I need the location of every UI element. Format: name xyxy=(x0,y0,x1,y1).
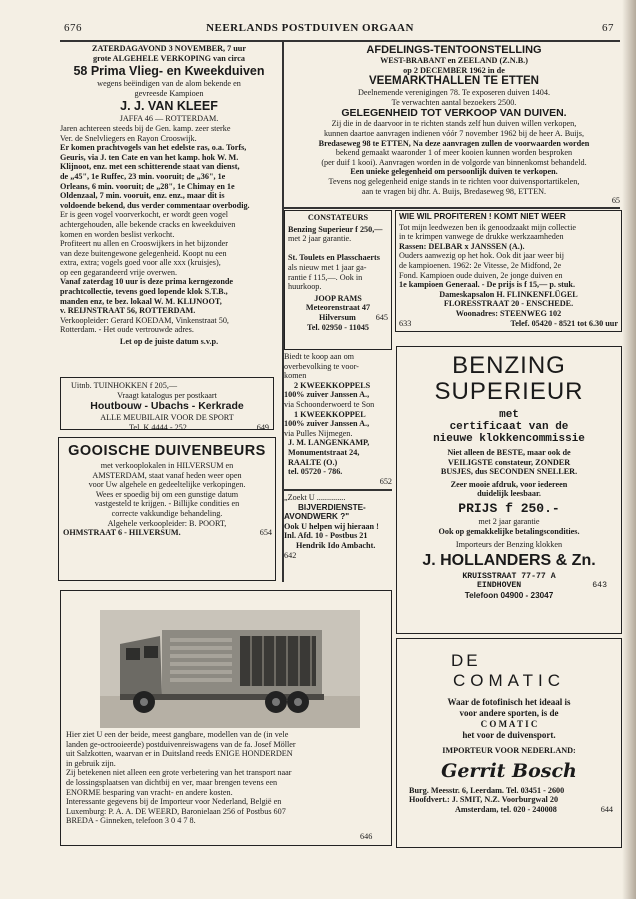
rule-afdelings-bottom xyxy=(282,207,620,209)
kweek-body-line: Monumentstraat 24, xyxy=(288,447,360,457)
kweek-body-line: via Schoonderwoerd te Son xyxy=(284,399,375,409)
benzing-brand2: SUPERIEUR xyxy=(434,378,584,405)
comatic-line5: IMPORTEUR VOOR NEDERLAND: xyxy=(442,746,576,755)
truck-body-line: Zij betekenen niet alleen een grote verbetering van het transport naar xyxy=(66,768,292,778)
truck-body xyxy=(66,730,386,826)
kleef-sub1: wegens beëindigen van de alom bekende en xyxy=(97,79,241,89)
houtbouw-ad xyxy=(60,377,274,430)
truck-body-line: de lossingsplaatsen van dichtbij en ver, maar brengen tevens een xyxy=(66,777,278,787)
houtbouw-num: 649 xyxy=(256,422,269,432)
bijv-title1: BIJVERDIENSTE- xyxy=(298,502,366,512)
afdelings-stats: Deelnemende verenigingen 78. Te exposeren duiven 1404. xyxy=(357,88,551,98)
constateurs-title: CONSTATEURS xyxy=(307,213,369,222)
gooische-address: OHMSTRAAT 6 - HILVERSUM. xyxy=(63,528,181,538)
kleef-headline: 58 Prima Vlieg- en Kweekduiven xyxy=(73,64,265,79)
kweek-body-line: 100% zuiver Janssen A., xyxy=(284,419,370,429)
bijverdienste-ad xyxy=(284,493,392,560)
wie-body-line: in te krimpen vanwege de drukke werkzaamheden xyxy=(399,232,564,242)
constateurs-name: JOOP RAMS xyxy=(314,293,362,303)
kweek-body-line: via Pulles Nijmegen. xyxy=(284,428,353,438)
gooische-num: 654 xyxy=(259,528,272,538)
benzing-name: J. HOLLANDERS & Zn. xyxy=(422,551,596,569)
constateurs-body-line: huurkoop. xyxy=(288,282,322,292)
constateurs-body xyxy=(285,223,391,294)
benzing-street: KRUISSTRAAT 77-77 A xyxy=(462,571,556,581)
truck-body-line: Luxemburg: P. A. A. DE WEERD, Baronielaan 256 of Postbus 607 xyxy=(66,806,286,816)
kleef-address: JAFFA 46 — ROTTERDAM. xyxy=(119,114,219,124)
kweek-body-line: tel. 05720 - 786. xyxy=(288,467,343,477)
kleef-line1: ZATERDAGAVOND 3 NOVEMBER, 7 uur xyxy=(92,44,246,53)
gooische-body-line: voor Uw algehele en gedeeltelijke verkopingen. xyxy=(88,480,246,490)
kleef-body-line: Er komen prachtvogels van het edelste ras, o.a. Torfs, xyxy=(60,143,247,153)
benzing-line6: met 2 jaar garantie xyxy=(478,516,540,526)
gooische-body-line: met verkooplokalen in HILVERSUM en xyxy=(100,461,234,470)
kleef-body-line: Rotterdam. - Het oude vertrouwde adres. xyxy=(60,325,194,335)
benzing-line8: Importeurs der Benzing klokken xyxy=(455,540,563,550)
bijv-pre: „Zoekt U .............. xyxy=(284,493,346,502)
kleef-body-line: Verkoopleider: Gerard KOEDAM, Vinkenstraat 50, xyxy=(60,315,229,325)
afdelings-body-line: aan te vragen bij dhr. A. Buijs, Bredaseweg 98, ETTEN. xyxy=(361,186,547,196)
benzing-line5: duidelijk leesbaar. xyxy=(477,489,541,499)
comatic-addr3: Amsterdam, tel. 020 - 240008 xyxy=(455,804,557,814)
comatic-addr1: Burg. Meesstr. 6, Leerdam. Tel. 03451 - 2600 xyxy=(409,785,565,795)
houtbouw-line1: Uitnb. TUINHOKKEN f 205,— xyxy=(71,381,178,390)
benzing-tel: Telefoon 04900 - 23047 xyxy=(464,591,554,601)
header-rule xyxy=(60,40,620,42)
kleef-body-line: de „45", 1e Ruffec, 23 min. vooruit; de „36", 1e xyxy=(60,171,226,181)
wie-body-line: Rassen: DELBAR x JANSSEN (A.). xyxy=(399,241,525,251)
afdelings-body-line: Een unieke gelegenheid om persoonlijk duiven te verkopen. xyxy=(350,167,558,177)
kleef-body-line: op een gegarandeerd vrije overwen. xyxy=(60,267,178,277)
wie-num: 633 xyxy=(399,318,412,328)
gooische-title: GOOISCHE DUIVENBEURS xyxy=(68,443,266,459)
benzing-line7: Ook op gemakkelijke betalingscondities. xyxy=(438,526,580,536)
truck-body-line: ENORME besparing van vracht- en andere kosten. xyxy=(66,787,233,797)
benzing-price: PRIJS f 250.- xyxy=(458,500,560,516)
comatic-title1: DE xyxy=(451,651,481,670)
wie-body-line: Tot mijn leedwezen ben ik genoodzaakt mijn collectie xyxy=(399,222,576,232)
kleef-body-line: manden enz, te bez. lokaal W. M. KLIJNOOT, xyxy=(60,296,222,306)
gooische-body xyxy=(59,461,275,528)
constateurs-body-line: rantie f 115,—. Ook in xyxy=(288,272,363,282)
kweek-num: 652 xyxy=(379,476,392,486)
comatic-line1: Waar de fotofinisch het ideaal is xyxy=(447,697,571,707)
kleef-body xyxy=(60,124,278,335)
kweekkoppels-ad xyxy=(284,352,392,486)
benzing-met: met xyxy=(499,409,519,421)
afdelings-num: 65 xyxy=(611,196,620,206)
kleef-body-line: Ver. de Snelvliegers en Rayon Crooswijk. xyxy=(60,133,197,143)
kleef-body-line: prachtcollectie, tevens goed lopende klok S.T.B., xyxy=(60,287,228,297)
afdelings-date: op 2 DECEMBER 1962 in de xyxy=(403,65,505,75)
comatic-addr2: Hoofdvert.: J. SMIT, N.Z. Voorburgwal 20 xyxy=(409,795,559,805)
wie-body xyxy=(396,223,621,290)
page-header xyxy=(0,22,620,42)
benzing-brand1: BENZING xyxy=(452,352,566,379)
kleef-body-line: Vanaf zaterdag 10 uur is deze prima kerngezonde xyxy=(60,277,234,287)
kweek-body-line: komen xyxy=(284,371,307,381)
constateurs-street: Meteorenstraat 47 xyxy=(305,303,371,313)
gooische-body-line: Algehele verkoopleider: B. POORT, xyxy=(107,518,227,528)
wie-tel: Telef. 05420 - 8521 tot 6.30 uur xyxy=(510,318,618,328)
afdelings-subtitle: GELEGENHEID TOT VERKOOP VAN DUIVEN. xyxy=(341,107,567,120)
wie-body-line: Fond. Kampioen oude duiven, 2e jonge duiven en xyxy=(399,270,563,280)
comatic-brand: Gerrit Bosch xyxy=(441,759,577,782)
benzing-line2: VEILIGSTE constateur, ZONDER xyxy=(447,457,571,467)
kleef-body-line: Orleans, 6 min. vooruit; de „28", 1e Chimay en 1e xyxy=(60,181,235,191)
benzing-line4: Zeer mooie afdruk, voor iedereen xyxy=(450,479,568,489)
kleef-body-line: Jaren achtereen steeds bij de Gen. kamp. zeer sterke xyxy=(60,123,231,133)
kweek-body-line: overbevolking te voor- xyxy=(284,361,359,371)
comatic-title2: COMATIC xyxy=(452,671,566,690)
truck-photo xyxy=(100,610,360,728)
afdelings-body-line: bekend gemaakt waaronder 1 of meer kooien kunnen worden besproken xyxy=(335,148,573,158)
afdelings-stats2: Te verwachten aantal bezoekers 2500. xyxy=(391,97,517,107)
afdelings-body-line: Zij die in de daarvoor in te richten stands zelf hun duiven willen verkopen, xyxy=(331,119,577,129)
kweek-body-line: 1 KWEEKKOPPEL xyxy=(294,409,366,419)
wie-body-line: de kampioenen. 1962: 2e Vitesse, 2e Midfond, 2e xyxy=(399,260,562,270)
truck-body-line: Hier ziet U een der beide, meest gangbare, modellen van de (in vele xyxy=(66,730,289,739)
comatic-line3: C O M A T I C xyxy=(480,719,538,729)
constateurs-body-line: Benzing Superieur f 250,— xyxy=(288,224,383,234)
houtbouw-line3: ALLE MEUBILAIR VOOR DE SPORT xyxy=(100,413,234,423)
afdelings-title: AFDELINGS-TENTOONSTELLING xyxy=(366,44,542,56)
wie-ad xyxy=(395,210,622,332)
truck-num: 646 xyxy=(360,832,373,841)
kleef-body-line: v. REIJNSTRAAT 56, ROTTERDAM. xyxy=(60,306,196,316)
bijv-line3: Hendrik Ido Ambacht. xyxy=(296,540,376,550)
benzing-city: EINDHOVEN xyxy=(477,581,522,591)
kweek-body-line: 2 KWEEKKOPPELS xyxy=(294,380,371,390)
gooische-body-line: correcte vakkundige behandeling. xyxy=(111,508,223,518)
benzing-ad xyxy=(396,346,622,634)
truck-body-line: BREDA - Ginneken, telefoon 3 0 4 7 8. xyxy=(66,816,196,826)
gooische-ad xyxy=(58,437,276,581)
kleef-body-line: komen en worden beslist verkocht. xyxy=(60,229,175,239)
gooische-body-line: Wees er spoedig bij om een gunstige datum xyxy=(95,489,239,499)
kleef-body-line: Oldenzaal, 7 min. vooruit, enz. enz., maar dit is xyxy=(60,191,225,201)
wie-woon: Woonadres: STEENWEG 102 xyxy=(455,308,562,318)
houtbouw-brand: Houtbouw - Ubachs - Kerkrade xyxy=(90,400,244,413)
truck-body-line: in gebruik zijn. xyxy=(66,758,116,768)
benzing-line3: BUSJES, dus SECONDEN SNELLER. xyxy=(440,467,578,477)
wie-salon: Dameskapsalon H. FLINKENFLÜGEL xyxy=(439,289,578,299)
constateurs-tel: Tel. 02950 - 11045 xyxy=(306,322,370,332)
kleef-sub2: gevreesde Kampioen xyxy=(134,88,204,98)
page-number: 676 xyxy=(64,22,82,34)
afdelings-ad xyxy=(288,44,620,206)
kleef-ad xyxy=(60,44,278,347)
wie-title: WIE WIL PROFITEREN ! KOMT NIET WEER xyxy=(399,212,566,221)
bijv-line1: Ook U helpen wij hieraan ! xyxy=(284,521,379,531)
kleef-body-line: van deze buitengewone gelegenheid. Koopt nu een xyxy=(60,248,227,258)
benzing-line1: Niet alleen de BESTE, maar ook de xyxy=(447,448,571,457)
comatic-line2: voor andere sporten, is de xyxy=(459,708,559,718)
constateurs-num: 645 xyxy=(375,312,388,322)
rule-kweek-bottom xyxy=(282,489,392,491)
houtbouw-tel: Tel. K 4444 - 252 xyxy=(129,422,187,432)
kleef-name: J. J. VAN KLEEF xyxy=(120,99,218,114)
kleef-line2: grote ALGEHELE VERKOPING van circa xyxy=(93,53,245,63)
kleef-body-line: Klijnoot, enz. met een schitterende staat van dienst, xyxy=(60,162,240,172)
truck-image xyxy=(100,610,360,728)
constateurs-body-line: met 2 jaar garantie. xyxy=(288,234,352,244)
kweek-body xyxy=(284,352,392,477)
bijv-num: 642 xyxy=(284,550,297,560)
afdelings-body-line: (per duif 1 kooi). Aanvragen worden in de volgorde van binnenkomst behandeld. xyxy=(321,157,587,167)
kleef-body-line: Er is geen vogel voorverkocht, er wordt geen vogel xyxy=(60,210,229,220)
afdelings-sub: WEST-BRABANT en ZEELAND (Z.N.B.) xyxy=(380,56,528,65)
gooische-body-line: vastgesteld te krijgen. - Billijke condities en xyxy=(94,499,240,509)
benzing-cert1: certificaat van de xyxy=(449,421,569,433)
truck-body-line: uit Salzkotten, waarvan er in Duitsland reeds ENIGE HONDERDEN xyxy=(66,749,293,759)
comatic-ad xyxy=(396,638,622,848)
kleef-footer: Let op de juiste datum s.v.p. xyxy=(119,337,219,347)
kweek-body-line: 100% zuiver Janssen A., xyxy=(284,390,370,400)
constateurs-body-line: als nieuw met 1 jaar ga- xyxy=(288,262,367,272)
afdelings-body-line: kunnen daartoe aanvragen indienen vóór 7 november 1962 bij de heer A. Buijs, xyxy=(323,128,585,138)
afdelings-venue: VEEMARKTHALLEN TE ETTEN xyxy=(369,75,539,88)
journal-title: NEERLANDS POSTDUIVEN ORGAAN xyxy=(206,22,414,34)
bijv-title2: AVONDWERK ?" xyxy=(284,512,350,522)
kleef-body-line: extra, extra; vogels goed voor alle xxx (kruisjes), xyxy=(60,258,221,268)
constateurs-city: Hilversum xyxy=(319,312,356,322)
afdelings-body xyxy=(288,119,620,196)
kleef-body-line: achtergehouden, alle bekende cracks en kweekduiven xyxy=(60,219,236,229)
comatic-line4: het voor de duivensport. xyxy=(462,730,556,740)
benzing-cert2: nieuwe klokkencommissie xyxy=(433,433,585,445)
kweek-body-line: J. M. LANGENKAMP, xyxy=(288,438,370,448)
houtbouw-line2: Vraagt katalogus per postkaart xyxy=(117,390,217,400)
wie-street: FLORESSTRAAT 20 - ENSCHEDE. xyxy=(443,299,574,309)
kleef-body-line: voldoende bekend, dus verder commentaar overbodig. xyxy=(60,200,250,210)
gooische-body-line: AMSTERDAM, staat vanaf heden weer open xyxy=(92,470,242,480)
truck-body-line: landen ge-octrooieerde) postduivenreiswagens van de fa. Josef Möller xyxy=(66,739,296,749)
kweek-body-line: RAALTE (O.) xyxy=(288,457,338,467)
page-number-right: 67 xyxy=(602,22,614,34)
kleef-body-line: Profiteert nu allen en Crooswijkers in het bijzonder xyxy=(60,239,229,249)
bijv-line2: Inl. Afd. 10 - Postbus 21 xyxy=(284,531,368,541)
wie-body-line: Ouders aanwezig op het hok. Ook dit jaar weer bij xyxy=(399,251,565,261)
afdelings-body-line: Bredaseweg 98 te ETTEN, Na deze aanvragen zullen de voorwaarden worden xyxy=(318,138,590,148)
constateurs-body-line xyxy=(288,244,388,254)
comatic-num: 644 xyxy=(600,804,613,814)
afdelings-body-line: Tevens nog gelegenheid enige stands in te richten voor duivensportartikelen, xyxy=(328,176,580,186)
constateurs-body-line: St. Toulets en Plasschaerts xyxy=(288,253,380,263)
truck-body-line: Interessante gegevens bij de Importeur voor Nederland, België en xyxy=(66,797,282,807)
constateurs-ad xyxy=(284,210,392,350)
kleef-body-line: Geuris, via J. ten Cate en van het kamp. hok W. M. xyxy=(60,152,239,162)
page-edge-shadow xyxy=(622,0,636,899)
wie-body-line: 1e kampioen Generaal. - De prijs is f 15,— p. stuk. xyxy=(399,280,576,290)
benzing-num: 643 xyxy=(592,581,607,591)
kweek-body-line: Biedt te koop aan om xyxy=(284,352,355,361)
